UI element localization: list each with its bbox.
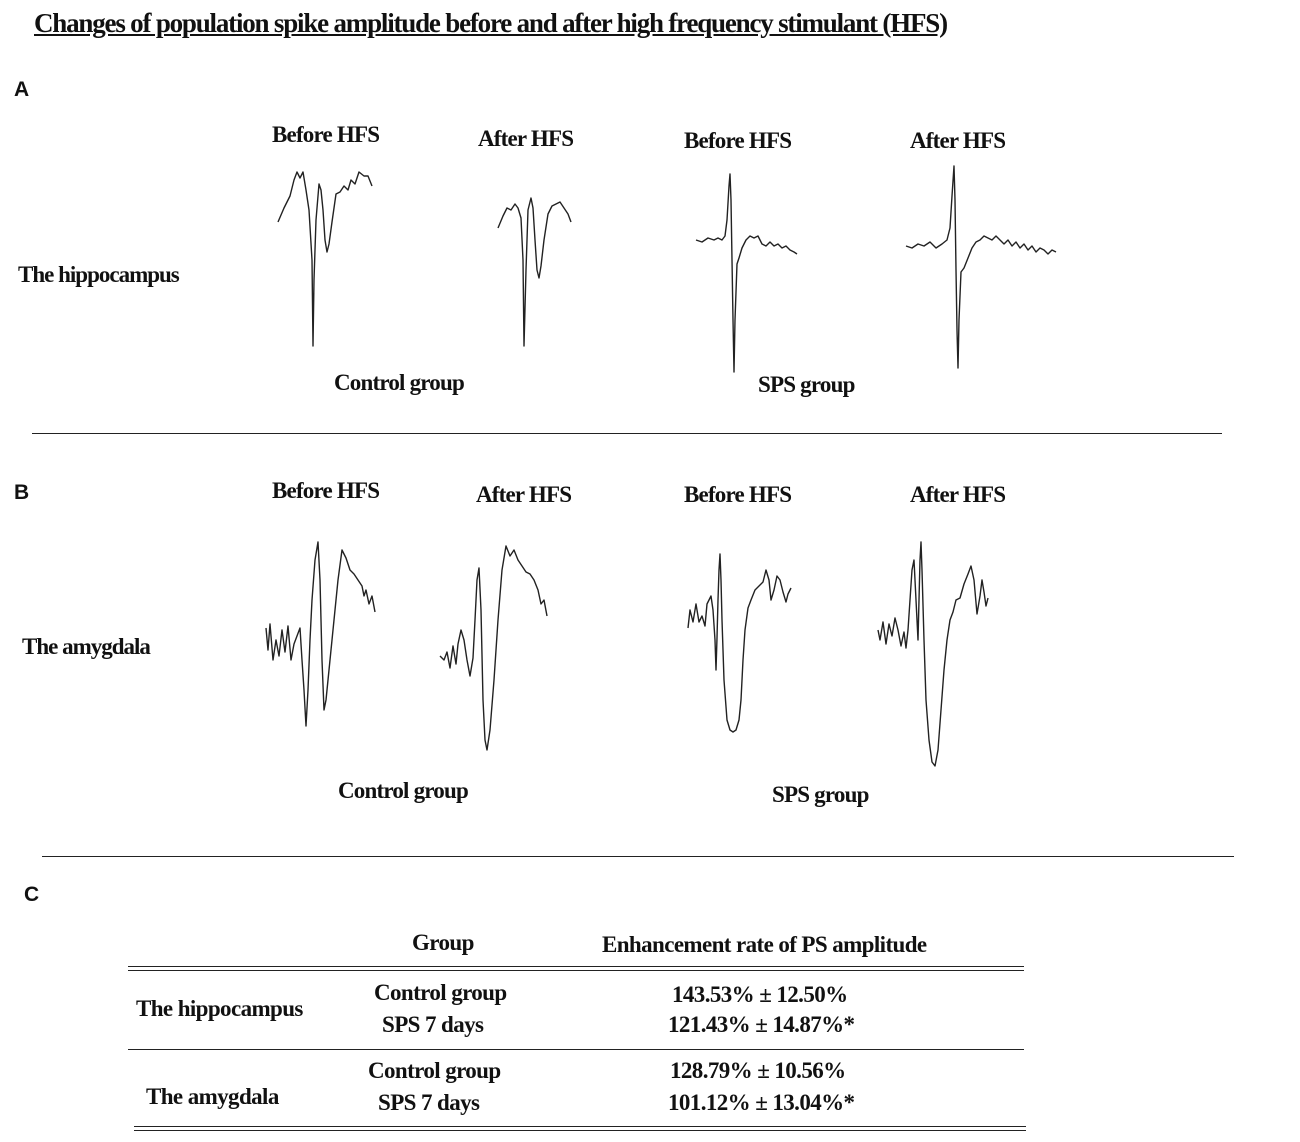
table-header-group: Group — [412, 930, 474, 955]
table-row-rate: 121.43% ± 14.87%* — [668, 1012, 855, 1037]
table-row-group: Control group — [374, 980, 507, 1005]
divider-b-c — [42, 856, 1234, 857]
panel-a-sps-after-label: After HFS — [910, 128, 1006, 153]
table-row-group: Control group — [368, 1058, 501, 1083]
table-region-amygdala: The amygdala — [146, 1084, 279, 1109]
table-row-rate: 101.12% ± 13.04%* — [668, 1090, 855, 1115]
trace-amygdala-control-after — [440, 546, 547, 750]
panel-b-sps-group-label: SPS group — [772, 782, 869, 807]
table-section-rule — [128, 1049, 1024, 1050]
table-bottom-rule — [134, 1126, 1026, 1131]
panel-a-sps-group-label: SPS group — [758, 372, 855, 397]
panel-c-letter: C — [24, 883, 40, 906]
table-header-rule — [128, 966, 1024, 971]
panel-b-sps-after-label: After HFS — [910, 482, 1006, 507]
panel-b-control-before-label: Before HFS — [272, 478, 380, 503]
table-row-rate: 143.53% ± 12.50% — [672, 982, 848, 1007]
table-row-group: SPS 7 days — [378, 1090, 480, 1115]
trace-amygdala-sps-before — [688, 554, 791, 732]
table-row-rate: 128.79% ± 10.56% — [670, 1058, 846, 1083]
table-header-rate: Enhancement rate of PS amplitude — [602, 932, 927, 957]
panel-a-row-label: The hippocampus — [18, 262, 179, 287]
figure-title: Changes of population spike amplitude before and after high frequency stimulant (HFS) — [34, 8, 947, 38]
trace-amygdala-control-before — [266, 542, 375, 726]
panel-a-control-after-label: After HFS — [478, 126, 574, 151]
panel-b-row-label: The amygdala — [22, 634, 150, 659]
table-row-group: SPS 7 days — [382, 1012, 484, 1037]
panel-a-control-group-label: Control group — [334, 370, 464, 395]
trace-amygdala-sps-after — [878, 542, 988, 766]
panel-b-letter: B — [14, 481, 30, 504]
panel-a-letter: A — [14, 78, 30, 101]
panel-b-control-after-label: After HFS — [476, 482, 572, 507]
table-region-hippocampus: The hippocampus — [136, 996, 303, 1021]
panel-a-control-before-label: Before HFS — [272, 122, 380, 147]
panel-b-control-group-label: Control group — [338, 778, 468, 803]
panel-a-sps-before-label: Before HFS — [684, 128, 792, 153]
panel-b-sps-before-label: Before HFS — [684, 482, 792, 507]
